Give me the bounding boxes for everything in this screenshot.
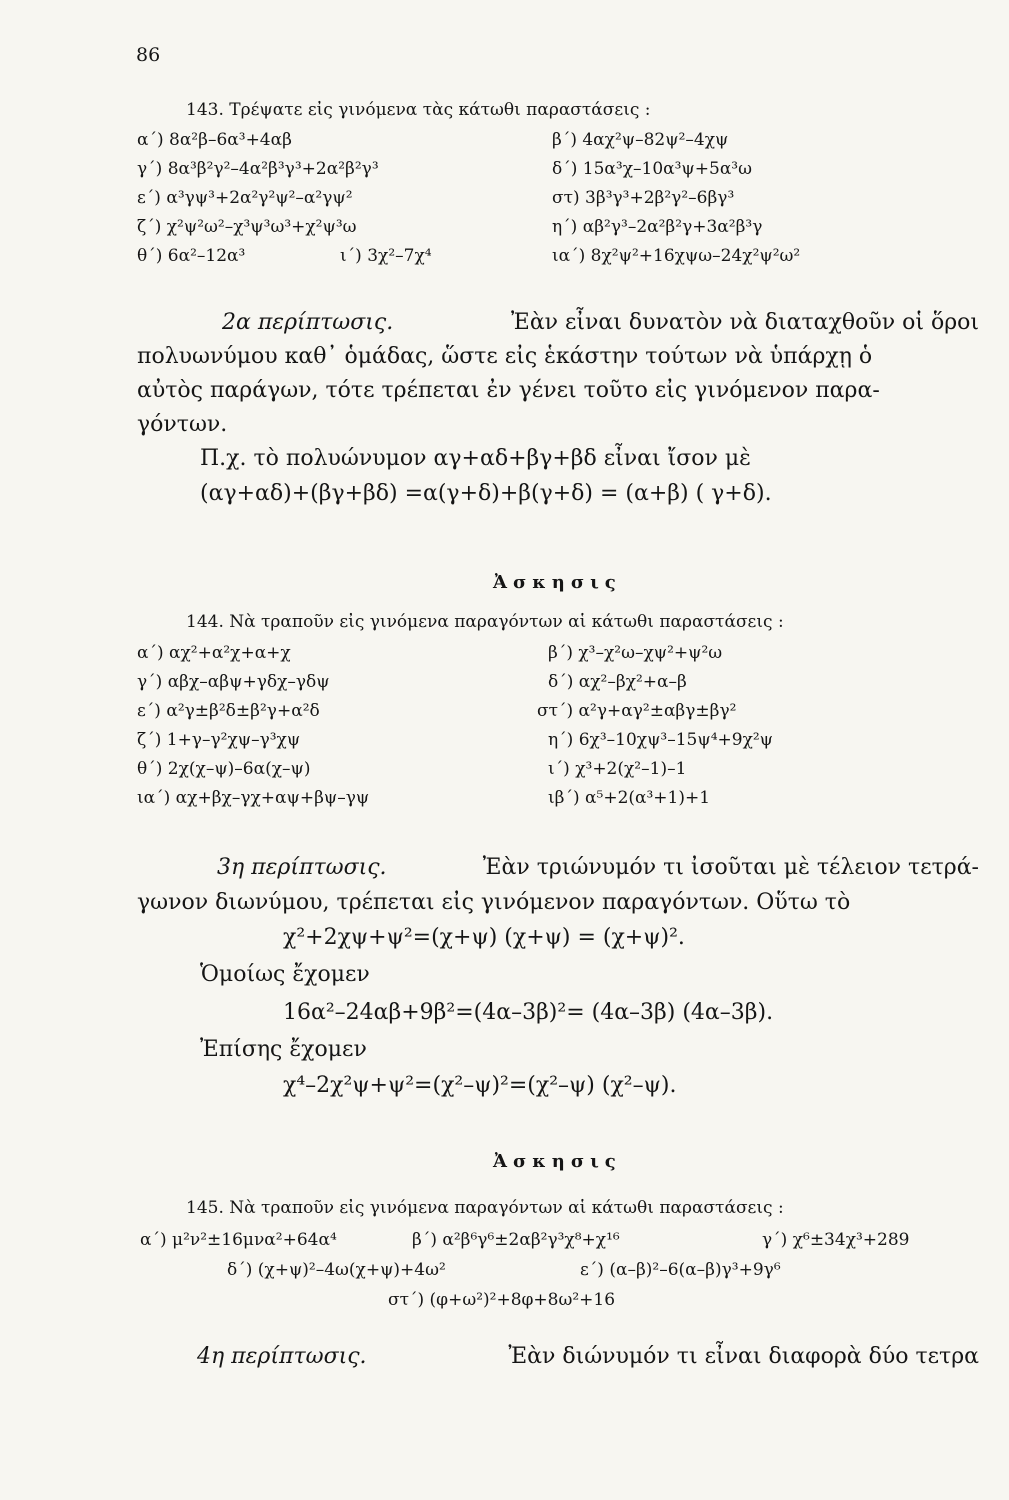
case3-similarly: Ὁμοίως ἔχομεν bbox=[200, 962, 370, 987]
ex145-item: δ΄) (χ+ψ)²–4ω(χ+ψ)+4ω² bbox=[227, 1260, 446, 1280]
case3-label: 3η περίπτωσις. bbox=[217, 855, 387, 880]
case2-line1 bbox=[137, 310, 979, 335]
ex143-item: β΄) 4αχ²ψ–82ψ²–4χψ bbox=[552, 130, 729, 150]
ex143-item: α΄) 8α²β–6α³+4αβ bbox=[137, 130, 292, 150]
case3-equation-3: χ⁴–2χ²ψ+ψ²=(χ²–ψ)²=(χ²–ψ) (χ²–ψ). bbox=[283, 1073, 677, 1098]
ex143-item: η΄) αβ²γ³–2α²β²γ+3α²β³γ bbox=[552, 217, 763, 237]
case3-also: Ἐπίσης ἔχομεν bbox=[200, 1037, 367, 1062]
ex143-item: γ΄) 8α³β²γ²–4α²β³γ³+2α²β²γ³ bbox=[137, 159, 379, 179]
ex144-item: β΄) χ³–χ²ω–χψ²+ψ²ω bbox=[548, 643, 723, 663]
ex144-item: ε΄) α²γ±β²δ±β²γ+α²δ bbox=[137, 701, 320, 721]
page-number: 86 bbox=[136, 44, 161, 66]
ex143-item: ια΄) 8χ²ψ²+16χψω–24χ²ψ²ω² bbox=[552, 246, 801, 266]
ex144-item: ια΄) αχ+βχ–γχ+αψ+βψ–γψ bbox=[137, 788, 370, 808]
ex145-item: γ΄) χ⁶±34χ³+289 bbox=[762, 1230, 910, 1250]
case2-line4: γόντων. bbox=[137, 412, 228, 437]
case2-text: Ἐὰν εἶναι δυνατὸν νὰ διαταχθοῦν οἱ ὅροι bbox=[511, 310, 979, 335]
case2-line2: πολυωνύμου καθ᾽ ὁμάδας, ὥστε εἰς ἑκάστην τούτων νὰ ὑπάρχῃ ὁ bbox=[137, 344, 873, 369]
ex144-item: στ΄) α²γ+αγ²±αβγ±βγ² bbox=[537, 701, 737, 721]
ex143-item: στ) 3β³γ³+2β²γ²–6βγ³ bbox=[552, 188, 735, 208]
ex145-item: β΄) α²β⁶γ⁶±2αβ²γ³χ⁸+χ¹⁶ bbox=[412, 1230, 620, 1250]
ex144-item: η΄) 6χ³–10χψ³–15ψ⁴+9χ²ψ bbox=[548, 730, 774, 750]
ex144-item: θ΄) 2χ(χ–ψ)–6α(χ–ψ) bbox=[137, 759, 311, 779]
ex144-item: γ΄) αβχ–αβψ+γδχ–γδψ bbox=[137, 672, 330, 692]
case4-text: Ἐὰν διώνυμόν τι εἶναι διαφορὰ δύο τετρα bbox=[508, 1344, 979, 1369]
exercise-144-title: 144. Νὰ τραποῦν εἰς γινόμενα παραγόντων αἱ κάτωθι παραστάσεις : bbox=[186, 612, 784, 632]
case4-label: 4η περίπτωσις. bbox=[197, 1344, 367, 1369]
case4-line1 bbox=[137, 1344, 979, 1369]
ex144-item: ιβ΄) α⁵+2(α³+1)+1 bbox=[548, 788, 711, 808]
case2-example-2: (αγ+αδ)+(βγ+βδ) =α(γ+δ)+β(γ+δ) = (α+β) ( γ+δ). bbox=[200, 481, 772, 506]
ex143-item: ζ΄) χ²ψ²ω²–χ³ψ³ω³+χ²ψ³ω bbox=[137, 217, 357, 237]
ex143-item: ε΄) α³γψ³+2α²γ²ψ²–α²γψ² bbox=[137, 188, 353, 208]
ex144-item: δ΄) αχ²–βχ²+α–β bbox=[548, 672, 687, 692]
exercise-145-title: 145. Νὰ τραποῦν εἰς γινόμενα παραγόντων αἱ κάτωθι παραστάσεις : bbox=[186, 1198, 784, 1218]
exercises-heading: Ἀσκησις bbox=[493, 1151, 622, 1172]
ex145-item: στ΄) (φ+ω²)²+8φ+8ω²+16 bbox=[388, 1290, 616, 1310]
case3-equation-2: 16α²–24αβ+9β²=(4α–3β)²= (4α–3β) (4α–3β). bbox=[283, 1000, 774, 1025]
case3-text: Ἐὰν τριώνυμόν τι ἰσοῦται μὲ τέλειον τετρά- bbox=[482, 855, 979, 880]
exercise-143-title: 143. Τρέψατε εἰς γινόμενα τὰς κάτωθι παραστάσεις : bbox=[186, 100, 651, 120]
case2-label: 2α περίπτωσις. bbox=[222, 310, 394, 335]
case3-equation-1: χ²+2χψ+ψ²=(χ+ψ) (χ+ψ) = (χ+ψ)². bbox=[283, 925, 685, 950]
ex144-item: α΄) αχ²+α²χ+α+χ bbox=[137, 643, 291, 663]
case3-line2: γωνον διωνύμου, τρέπεται εἰς γινόμενον παραγόντων. Οὕτω τὸ bbox=[137, 890, 851, 915]
case2-example-1: Π.χ. τὸ πολυώνυμον αγ+αδ+βγ+βδ εἶναι ἴσον μὲ bbox=[200, 446, 751, 471]
ex144-item: ι΄) χ³+2(χ²–1)–1 bbox=[548, 759, 687, 779]
exercises-heading: Ἀσκησις bbox=[493, 572, 622, 593]
case2-line3: αὐτὸς παράγων, τότε τρέπεται ἐν γένει τοῦτο εἰς γινόμενον παρα- bbox=[137, 378, 880, 403]
ex145-item: ε΄) (α–β)²–6(α–β)γ³+9γ⁶ bbox=[580, 1260, 781, 1280]
ex143-item: θ΄) 6α²–12α³ bbox=[137, 246, 246, 266]
case3-line1 bbox=[137, 855, 979, 880]
ex143-item: ι΄) 3χ²–7χ⁴ bbox=[340, 246, 432, 266]
ex145-item: α΄) μ²ν²±16μνα²+64α⁴ bbox=[140, 1230, 337, 1250]
ex143-item: δ΄) 15α³χ–10α³ψ+5α³ω bbox=[552, 159, 752, 179]
ex144-item: ζ΄) 1+γ–γ²χψ–γ³χψ bbox=[137, 730, 301, 750]
